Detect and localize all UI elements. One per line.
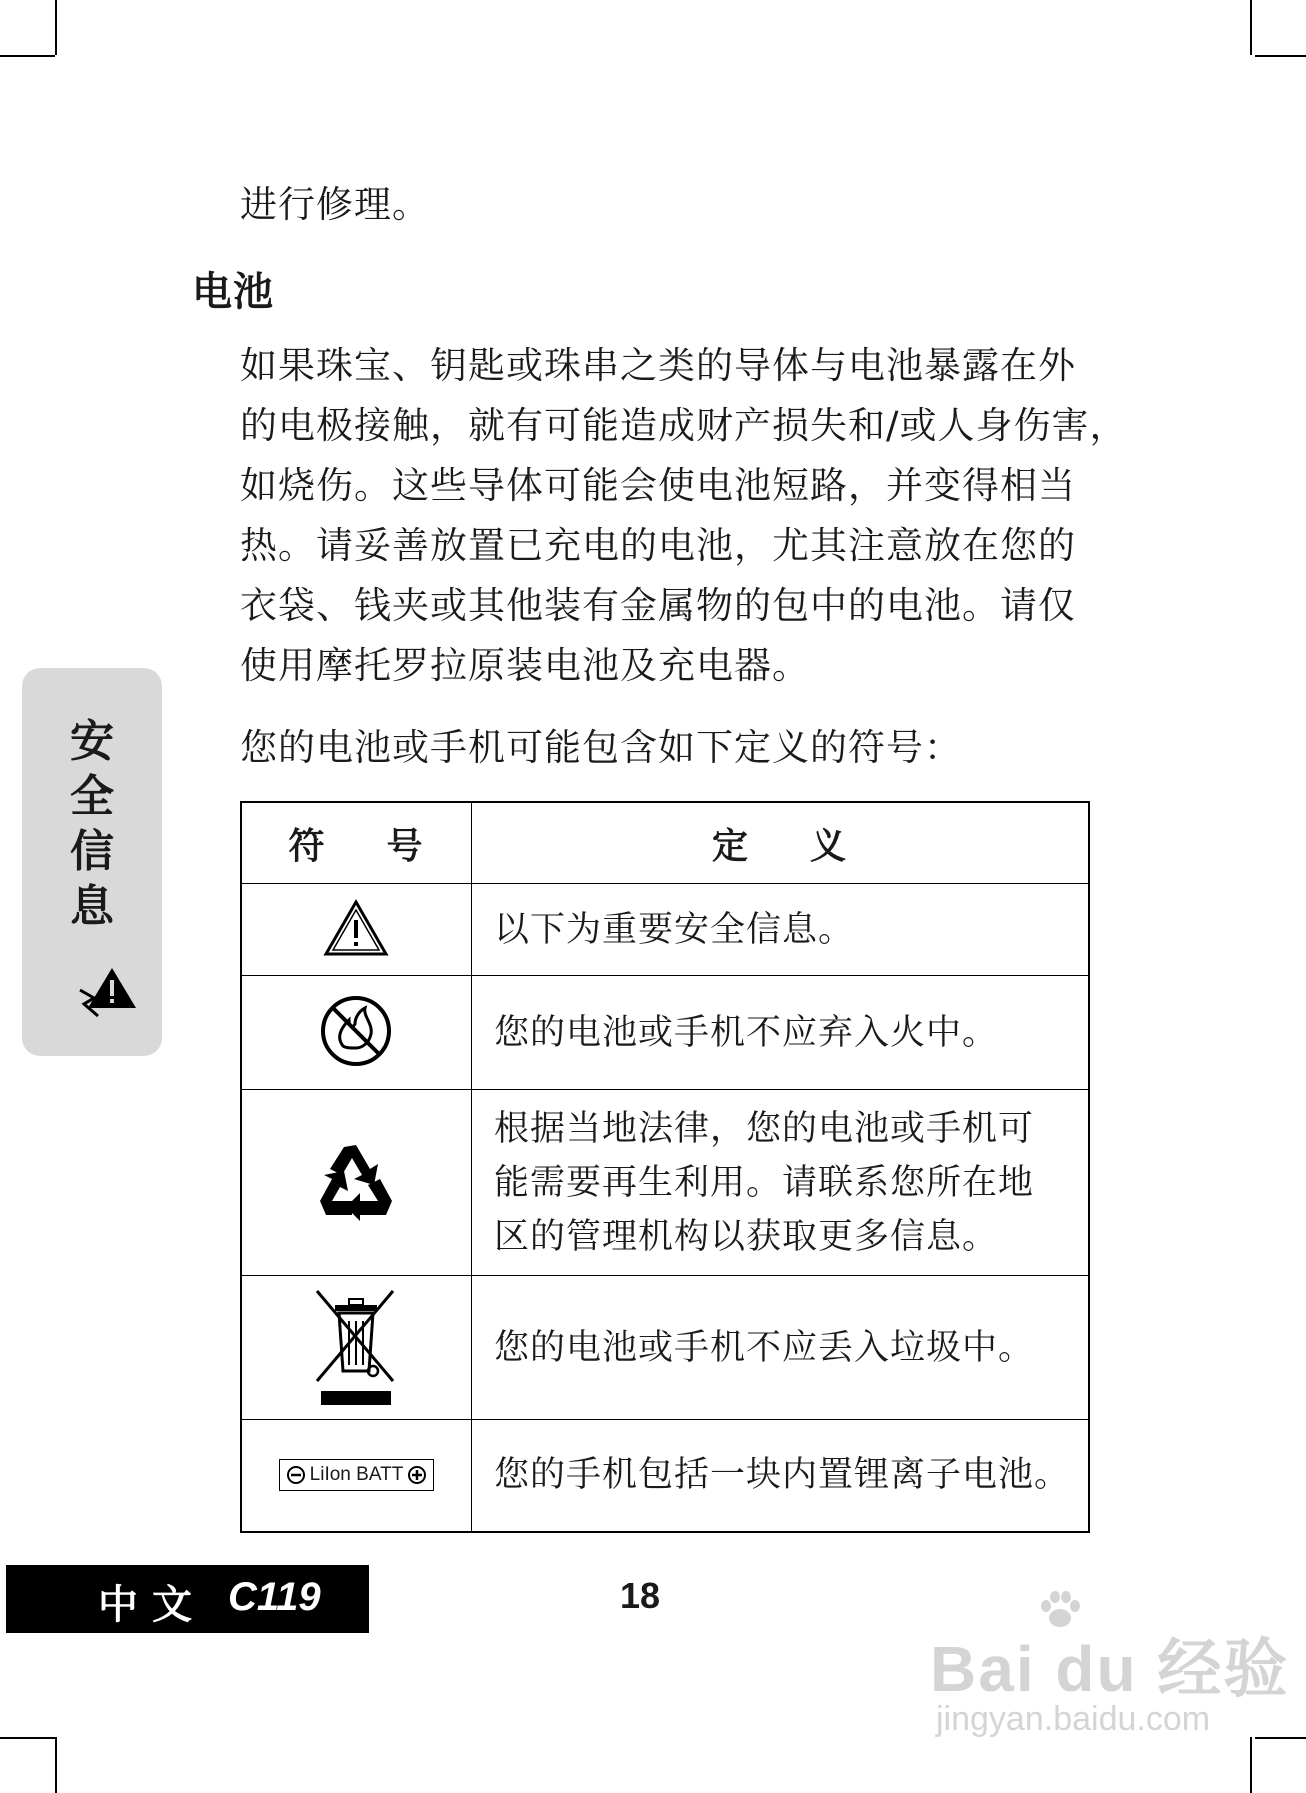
paragraph-line: 热。请妥善放置已充电的电池，尤其注意放在您的 <box>240 524 1076 567</box>
warning-triangle-icon <box>322 898 390 958</box>
definition-line: 根据当地法律，您的电池或手机可 <box>493 1108 1034 1149</box>
no-fire-icon <box>319 994 393 1068</box>
symbols-table <box>240 801 1090 1533</box>
paragraph-line: 的电极接触，就有可能造成财产损失和/或人身伤害， <box>240 404 1128 447</box>
symbol-cell <box>241 1420 471 1532</box>
definition-line: 您的手机包括一块内置锂离子电池。 <box>493 1455 1070 1496</box>
definition-cell <box>471 884 1089 976</box>
symbols-intro: 您的电池或手机可能包含如下定义的符号： <box>240 726 962 769</box>
header-char: 号 <box>386 825 425 867</box>
symbol-cell <box>241 884 471 976</box>
symbol-cell <box>241 1276 471 1420</box>
side-tab-char: 安 <box>70 716 114 767</box>
footer-label-box <box>6 1565 369 1633</box>
definition-cell <box>471 1090 1089 1276</box>
footer-model: C119 <box>228 1575 321 1619</box>
header-definition <box>471 802 1089 884</box>
definition-line: 以下为重要安全信息。 <box>493 909 854 950</box>
crop-mark <box>1255 55 1306 57</box>
crop-mark <box>1250 1737 1252 1793</box>
crop-mark <box>1250 0 1252 55</box>
footer-language: 中文 <box>98 1582 206 1628</box>
crop-mark <box>0 1737 55 1739</box>
symbol-cell <box>241 1090 471 1276</box>
battery-label: LiIon BATT <box>309 1464 404 1486</box>
minus-terminal-icon <box>286 1465 306 1485</box>
definition-line: 您的电池或手机不应丢入垃圾中。 <box>493 1327 1034 1368</box>
side-tab-char: 息 <box>70 881 114 932</box>
definition-cell <box>471 1420 1089 1532</box>
definition-line: 能需要再生利用。请联系您所在地 <box>493 1162 1034 1203</box>
watermark-url: jingyan.baidu.com <box>936 1700 1211 1738</box>
table-row <box>241 1090 1089 1276</box>
lion-battery-icon <box>279 1459 435 1491</box>
battery-paragraph <box>240 336 1128 696</box>
crop-mark <box>55 1737 57 1793</box>
crop-mark <box>55 0 57 55</box>
definition-cell <box>471 976 1089 1090</box>
paragraph-line: 如烧伤。这些导体可能会使电池短路，并变得相当 <box>240 464 1076 507</box>
crossed-bin-icon <box>313 1285 399 1407</box>
header-char: 义 <box>809 825 848 867</box>
crop-mark <box>0 55 55 57</box>
table-row <box>241 884 1089 976</box>
warning-lightning-icon <box>78 964 138 1018</box>
header-char: 定 <box>711 825 750 867</box>
table-header-row <box>241 802 1089 884</box>
definition-line: 您的电池或手机不应弃入火中。 <box>493 1012 998 1053</box>
header-symbol <box>241 802 471 884</box>
table-row <box>241 976 1089 1090</box>
table-row <box>241 1276 1089 1420</box>
side-tab-char: 信 <box>70 826 114 877</box>
table-row <box>241 1420 1089 1532</box>
crop-mark <box>1255 1737 1306 1739</box>
watermark-brand: Bai du 经验 <box>930 1633 1290 1705</box>
section-heading: 电池 <box>192 269 274 315</box>
symbol-cell <box>241 976 471 1090</box>
paragraph-line: 衣袋、钱夹或其他装有金属物的包中的电池。请仅 <box>240 584 1076 627</box>
header-char: 符 <box>288 825 327 867</box>
lead-text: 进行修理。 <box>240 183 430 226</box>
side-tab-label <box>22 714 162 934</box>
paragraph-line: 如果珠宝、钥匙或珠串之类的导体与电池暴露在外 <box>240 344 1076 387</box>
definition-cell <box>471 1276 1089 1420</box>
recycle-icon <box>312 1139 400 1223</box>
side-tab-char: 全 <box>70 771 114 822</box>
definition-line: 区的管理机构以获取更多信息。 <box>493 1216 998 1257</box>
page-number: 18 <box>620 1575 661 1616</box>
plus-terminal-icon <box>407 1465 427 1485</box>
paragraph-line: 使用摩托罗拉原装电池及充电器。 <box>240 644 810 687</box>
